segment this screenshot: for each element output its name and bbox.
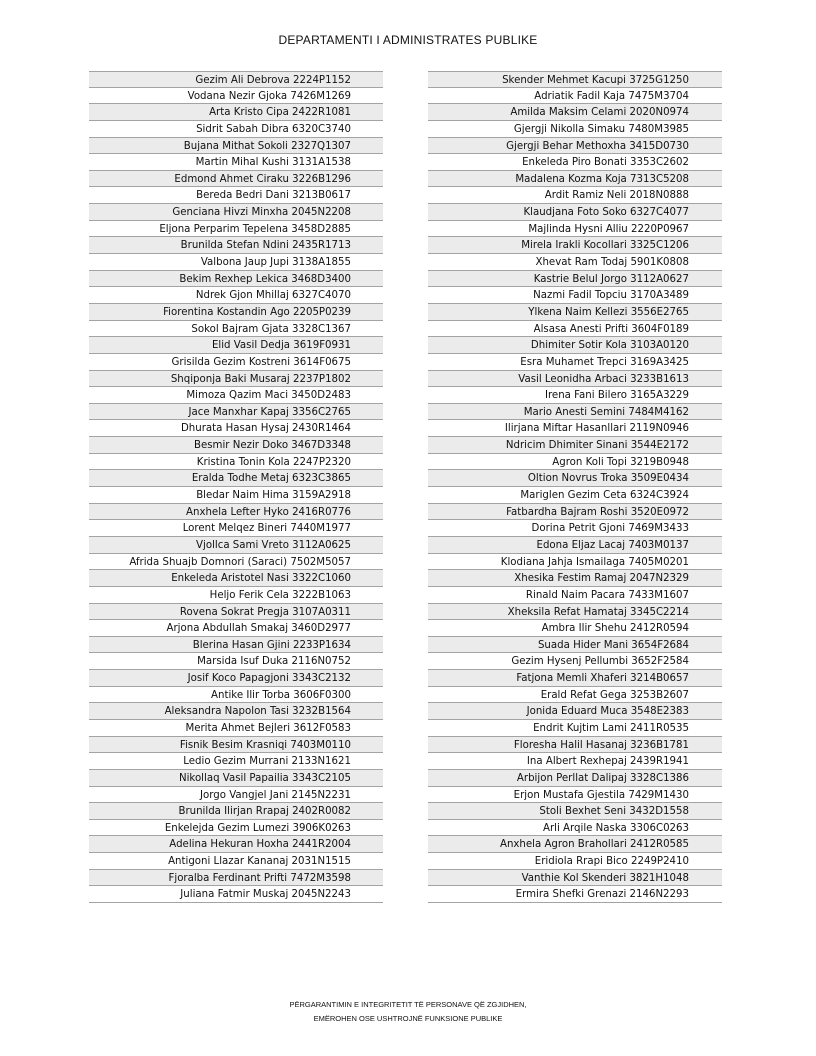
list-item: Anxhela Lefter Hyko 2416R0776: [89, 504, 383, 521]
list-item: Antigoni Llazar Kananaj 2031N1515: [89, 853, 383, 870]
list-item: Edmond Ahmet Ciraku 3226B1296: [89, 171, 383, 188]
list-item: Rinald Naim Pacara 7433M1607: [428, 587, 722, 604]
list-item: Shqiponja Baki Musaraj 2237P1802: [89, 371, 383, 388]
list-item: Fisnik Besim Krasniqi 7403M0110: [89, 737, 383, 754]
list-item: Fiorentina Kostandin Ago 2205P0239: [89, 304, 383, 321]
list-item: Endrit Kujtim Lami 2411R0535: [428, 720, 722, 737]
list-item: Madalena Kozma Koja 7313C5208: [428, 171, 722, 188]
list-item: Majlinda Hysni Alliu 2220P0967: [428, 221, 722, 238]
list-item: Kastrie Belul Jorgo 3112A0627: [428, 271, 722, 288]
list-item: Lorent Melqez Bineri 7440M1977: [89, 520, 383, 537]
list-item: Mario Anesti Semini 7484M4162: [428, 404, 722, 421]
list-item: Adriatik Fadil Kaja 7475M3704: [428, 88, 722, 105]
list-item: Amilda Maksim Celami 2020N0974: [428, 104, 722, 121]
list-item: Josif Koco Papagjoni 3343C2132: [89, 670, 383, 687]
list-item: Gjergji Behar Methoxha 3415D0730: [428, 138, 722, 155]
list-item: Vanthie Kol Skenderi 3821H1048: [428, 870, 722, 887]
left-name-list: [89, 71, 383, 903]
list-item: Bujana Mithat Sokoli 2327Q1307: [89, 138, 383, 155]
list-item: Dhurata Hasan Hysaj 2430R1464: [89, 420, 383, 437]
list-item: Elid Vasil Dedja 3619F0931: [89, 337, 383, 354]
list-item: Sokol Bajram Gjata 3328C1367: [89, 321, 383, 338]
list-item: Esra Muhamet Trepci 3169A3425: [428, 354, 722, 371]
list-item: Blerina Hasan Gjini 2233P1634: [89, 637, 383, 654]
list-item: Enkeleda Aristotel Nasi 3322C1060: [89, 570, 383, 587]
list-item: Gezim Ali Debrova 2224P1152: [89, 71, 383, 88]
list-item: Floresha Halil Hasanaj 3236B1781: [428, 737, 722, 754]
list-item: Rovena Sokrat Pregja 3107A0311: [89, 604, 383, 621]
list-item: Skender Mehmet Kacupi 3725G1250: [428, 71, 722, 88]
list-item: Brunilda Ilirjan Rrapaj 2402R0082: [89, 803, 383, 820]
list-item: Klaudjana Foto Soko 6327C4077: [428, 204, 722, 221]
list-item: Bledar Naim Hima 3159A2918: [89, 487, 383, 504]
list-item: Eralda Todhe Metaj 6323C3865: [89, 470, 383, 487]
list-item: Vjollca Sami Vreto 3112A0625: [89, 537, 383, 554]
list-item: Vodana Nezir Gjoka 7426M1269: [89, 88, 383, 105]
list-item: Antike Ilir Torba 3606F0300: [89, 687, 383, 704]
list-item: Ambra Ilir Shehu 2412R0594: [428, 620, 722, 637]
list-item: Ylkena Naim Kellezi 3556E2765: [428, 304, 722, 321]
list-item: Suada Hider Mani 3654F2684: [428, 637, 722, 654]
right-name-list: [428, 71, 722, 903]
list-item: Xhevat Ram Todaj 5901K0808: [428, 254, 722, 271]
list-item: Arli Arqile Naska 3306C0263: [428, 820, 722, 837]
list-item: Ermira Shefki Grenazi 2146N2293: [428, 886, 722, 903]
list-item: Afrida Shuajb Domnori (Saraci) 7502M5057: [89, 554, 383, 571]
list-item: Gezim Hysenj Pellumbi 3652F2584: [428, 653, 722, 670]
list-item: Arbijon Perllat Dalipaj 3328C1386: [428, 770, 722, 787]
list-item: Jace Manxhar Kapaj 3356C2765: [89, 404, 383, 421]
list-item: Erald Refat Gega 3253B2607: [428, 687, 722, 704]
list-item: Arta Kristo Cipa 2422R1081: [89, 104, 383, 121]
list-item: Ledio Gezim Murrani 2133N1621: [89, 753, 383, 770]
list-item: Valbona Jaup Jupi 3138A1855: [89, 254, 383, 271]
list-item: Alsasa Anesti Prifti 3604F0189: [428, 321, 722, 338]
list-item: Irena Fani Bilero 3165A3229: [428, 387, 722, 404]
list-item: Enkelejda Gezim Lumezi 3906K0263: [89, 820, 383, 837]
list-item: Xheksila Refat Hamataj 3345C2214: [428, 604, 722, 621]
list-item: Mimoza Qazim Maci 3450D2483: [89, 387, 383, 404]
list-item: Merita Ahmet Bejleri 3612F0583: [89, 720, 383, 737]
page-footer: [0, 998, 816, 1026]
list-item: Ardit Ramiz Neli 2018N0888: [428, 187, 722, 204]
list-item: Sidrit Sabah Dibra 6320C3740: [89, 121, 383, 138]
list-item: Klodiana Jahja Ismailaga 7405M0201: [428, 554, 722, 571]
list-item: Kristina Tonin Kola 2247P2320: [89, 454, 383, 471]
list-item: Martin Mihal Kushi 3131A1538: [89, 154, 383, 171]
list-item: Vasil Leonidha Arbaci 3233B1613: [428, 371, 722, 388]
list-item: Enkeleda Piro Bonati 3353C2602: [428, 154, 722, 171]
list-item: Genciana Hivzi Minxha 2045N2208: [89, 204, 383, 221]
footer-line-2: EMËROHEN OSE USHTROJNË FUNKSIONE PUBLIKE: [313, 1014, 503, 1023]
list-item: Grisilda Gezim Kostreni 3614F0675: [89, 354, 383, 371]
list-item: Nikollaq Vasil Papailia 3343C2105: [89, 770, 383, 787]
list-item: Brunilda Stefan Ndini 2435R1713: [89, 237, 383, 254]
list-item: Ndricim Dhimiter Sinani 3544E2172: [428, 437, 722, 454]
list-item: Mirela Irakli Kocollari 3325C1206: [428, 237, 722, 254]
list-item: Xhesika Festim Ramaj 2047N2329: [428, 570, 722, 587]
list-item: Heljo Ferik Cela 3222B1063: [89, 587, 383, 604]
list-item: Dhimiter Sotir Kola 3103A0120: [428, 337, 722, 354]
list-item: Oltion Novrus Troka 3509E0434: [428, 470, 722, 487]
list-item: Marsida Isuf Duka 2116N0752: [89, 653, 383, 670]
list-item: Mariglen Gezim Ceta 6324C3924: [428, 487, 722, 504]
list-item: Bereda Bedri Dani 3213B0617: [89, 187, 383, 204]
list-item: Eljona Perparim Tepelena 3458D2885: [89, 221, 383, 238]
page-title: DEPARTAMENTI I ADMINISTRATES PUBLIKE: [278, 33, 538, 47]
list-item: Jonida Eduard Muca 3548E2383: [428, 703, 722, 720]
footer-line-1: PËRGARANTIMIN E INTEGRITETIT TË PERSONAVE QË ZGJIDHEN,: [289, 1000, 527, 1009]
list-item: Edona Eljaz Lacaj 7403M0137: [428, 537, 722, 554]
list-item: Eridiola Rrapi Bico 2249P2410: [428, 853, 722, 870]
list-item: Dorina Petrit Gjoni 7469M3433: [428, 520, 722, 537]
list-item: Fjoralba Ferdinant Prifti 7472M3598: [89, 870, 383, 887]
list-item: Jorgo Vangjel Jani 2145N2231: [89, 787, 383, 804]
list-item: Ilirjana Miftar Hasanllari 2119N0946: [428, 420, 722, 437]
list-item: Arjona Abdullah Smakaj 3460D2977: [89, 620, 383, 637]
list-item: Ina Albert Rexhepaj 2439R1941: [428, 753, 722, 770]
list-item: Nazmi Fadil Topciu 3170A3489: [428, 287, 722, 304]
list-item: Fatjona Memli Xhaferi 3214B0657: [428, 670, 722, 687]
list-item: Besmir Nezir Doko 3467D3348: [89, 437, 383, 454]
list-item: Anxhela Agron Brahollari 2412R0585: [428, 836, 722, 853]
list-item: Adelina Hekuran Hoxha 2441R2004: [89, 836, 383, 853]
list-item: Agron Koli Topi 3219B0948: [428, 454, 722, 471]
list-item: Juliana Fatmir Muskaj 2045N2243: [89, 886, 383, 903]
list-item: Gjergji Nikolla Simaku 7480M3985: [428, 121, 722, 138]
list-item: Aleksandra Napolon Tasi 3232B1564: [89, 703, 383, 720]
list-item: Erjon Mustafa Gjestila 7429M1430: [428, 787, 722, 804]
list-item: Ndrek Gjon Mhillaj 6327C4070: [89, 287, 383, 304]
list-item: Fatbardha Bajram Roshi 3520E0972: [428, 504, 722, 521]
list-item: Stoli Bexhet Seni 3432D1558: [428, 803, 722, 820]
list-item: Bekim Rexhep Lekica 3468D3400: [89, 271, 383, 288]
